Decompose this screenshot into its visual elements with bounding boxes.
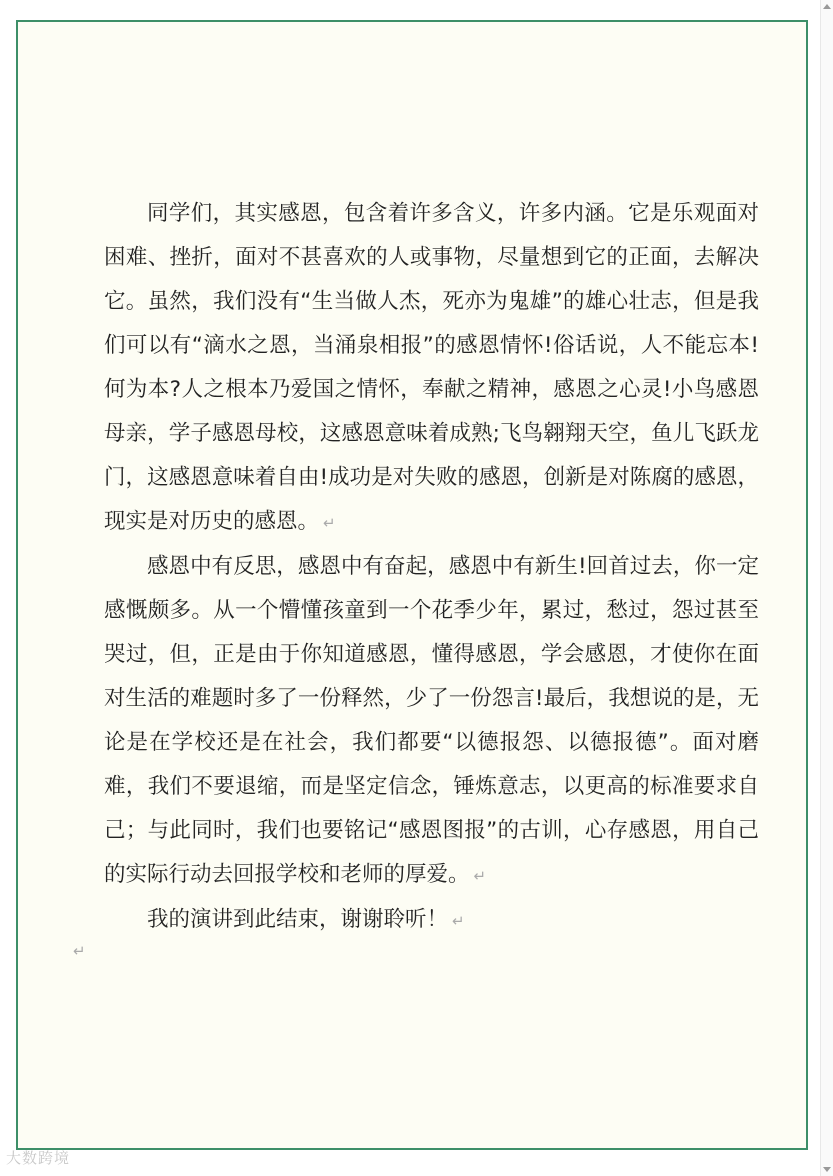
paragraph-3-text: 我的演讲到此结束，谢谢聆听！ [147,907,449,932]
empty-paragraph-mark-icon[interactable]: ↵ [73,942,86,960]
vertical-scrollbar[interactable] [820,0,833,1176]
document-body[interactable] [104,192,759,943]
paragraph-2-text: 感恩中有反思，感恩中有奋起，感恩中有新生!回首过去，你一定感慨颇多。从一个懵懂孩童到一个花季少年，累过，愁过，怨过甚至哭过，但，正是由于你知道感恩，懂得感恩，学会感恩，才使你在面对生活的难题时多了一份释然，少了一份怨言!最后，我想说的是，无论是在学校还是在社会，我们都要“以德报怨、以德报德”。面对磨难，我们不要退缩，而是坚定信念，锤炼意志，以更高的标准要求自己；与此同时，我们也要铭记“感恩图报”的古训，心存感恩，用自己的实际行动去回报学校和老师的厚爱。 [104,554,759,887]
paragraph-2[interactable] [104,545,759,898]
scroll-down-icon[interactable] [823,1167,831,1172]
paragraph-1-text: 同学们，其实感恩，包含着许多含义，许多内涵。它是乐观面对困难、挫折，面对不甚喜欢的人或事物，尽量想到它的正面，去解决它。虽然，我们没有“生当做人杰，死亦为鬼雄”的雄心壮志，但是我们可以有“滴水之恩，当涌泉相报”的感恩情怀!俗话说，人不能忘本!何为本?人之根本乃爱国之情怀，奉献之精神，感恩之心灵!小鸟感恩母亲，学子感恩母校，这感恩意味着成熟;飞鸟翱翔天空，鱼儿飞跃龙门，这感恩意味着自由!成功是对失败的感恩，创新是对陈腐的感恩，现实是对历史的感恩。 [104,201,759,534]
paragraph-mark-icon: ↵ [473,867,487,885]
scroll-up-icon[interactable] [823,4,831,9]
paragraph-3[interactable] [104,898,759,943]
paragraph-1[interactable] [104,192,759,545]
watermark-logo: 大数跨境 [6,1149,71,1167]
paragraph-mark-icon: ↵ [452,912,465,930]
paragraph-mark-icon: ↵ [323,514,336,532]
document-page[interactable] [16,20,808,1150]
